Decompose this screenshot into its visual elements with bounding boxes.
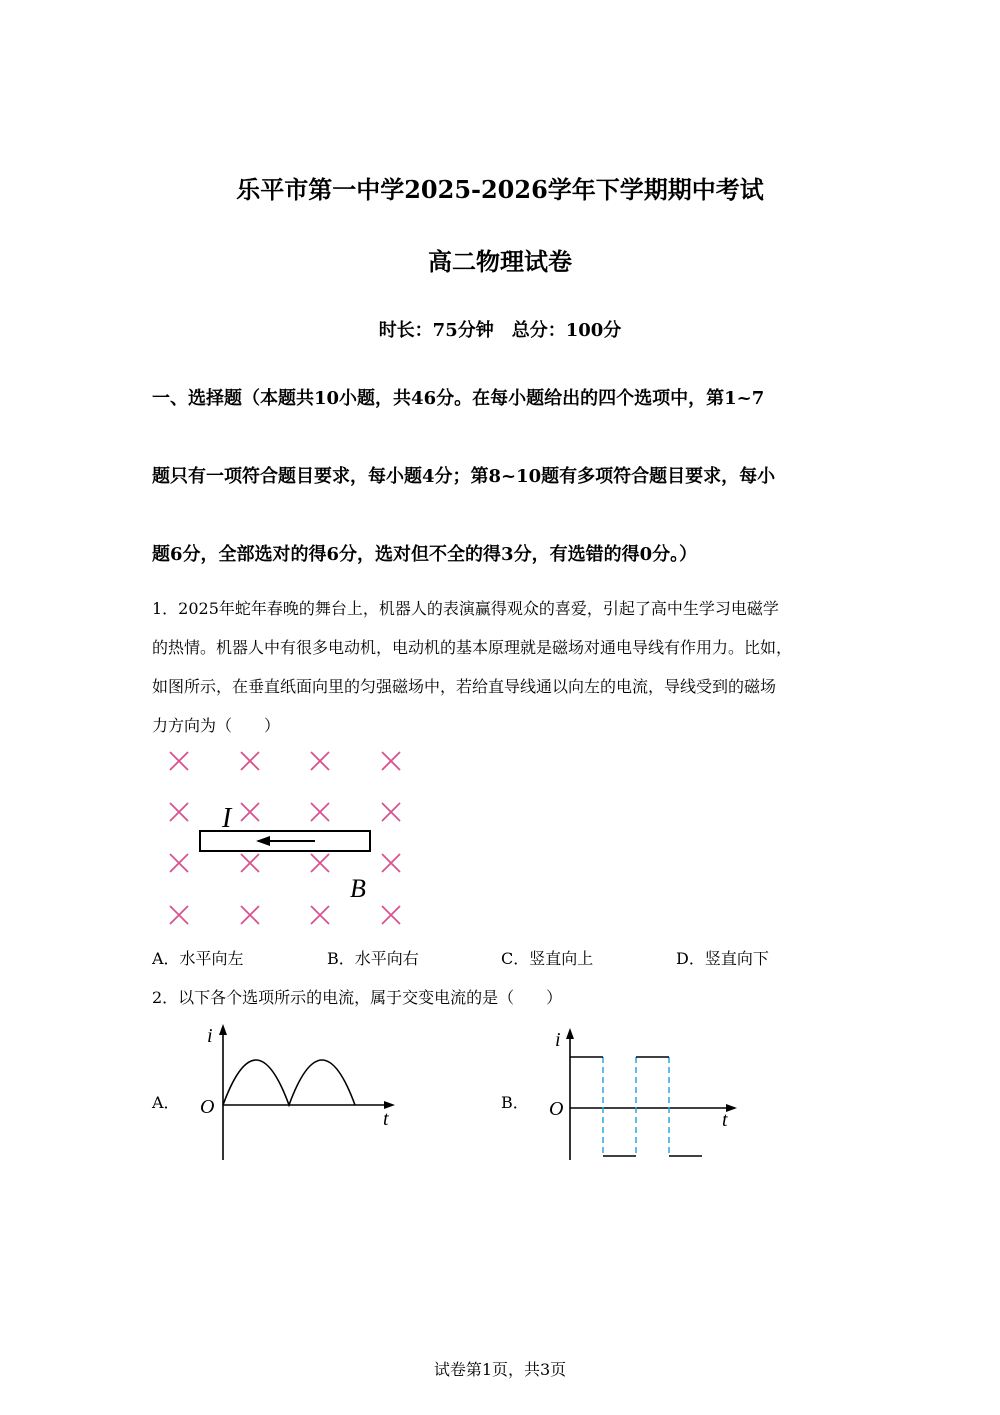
q1-text-line-1: 1．2025年蛇年春晚的舞台上，机器人的表演赢得观众的喜爱，引起了高中生学习电磁学	[152, 599, 779, 618]
q1-option-a: A．水平向左	[152, 949, 244, 968]
q2-option-b-graph	[540, 1020, 750, 1165]
q2-option-a-graph	[190, 1020, 410, 1165]
q1-text-line-2: 的热情。机器人中有很多电动机，电动机的基本原理就是磁场对通电导线有作用力。比如，	[152, 638, 793, 657]
exam-subtitle: 高二物理试卷	[428, 247, 572, 276]
q1-text-line-4: 力方向为（ ）	[152, 716, 281, 735]
exam-info: 时长：75分钟 总分：100分	[378, 320, 622, 341]
q1-magnetic-field-figure	[160, 745, 420, 940]
section-instruction-line-1: 一、选择题（本题共10小题，共46分。在每小题给出的四个选项中，第1~7	[152, 388, 765, 409]
rectified-sine-curve	[223, 1060, 355, 1105]
x-axis-label: t	[722, 1109, 728, 1131]
origin-label: O	[549, 1098, 564, 1120]
square-wave-transition-lines	[603, 1057, 669, 1156]
section-instruction-line-2: 题只有一项符合题目要求，每小题4分；第8~10题有多项符合题目要求，每小	[152, 466, 776, 487]
q1-option-b: B．水平向右	[327, 949, 419, 968]
q1-option-c: C．竖直向上	[501, 949, 594, 968]
exam-title: 乐平市第一中学2025-2026学年下学期期中考试	[236, 175, 764, 204]
q2-stem: 2．以下各个选项所示的电流，属于交变电流的是（ ）	[152, 988, 563, 1007]
current-label: I	[222, 803, 232, 834]
q1-text-line-3: 如图所示，在垂直纸面向里的匀强磁场中，若给直导线通以向左的电流，导线受到的磁场	[152, 677, 777, 696]
field-label: B	[350, 874, 366, 903]
y-axis-label: i	[207, 1025, 213, 1047]
origin-label: O	[200, 1096, 215, 1118]
section-instruction-line-3: 题6分，全部选对的得6分，选对但不全的得3分，有选错的得0分。）	[152, 544, 698, 565]
x-axis-label: t	[383, 1108, 389, 1130]
y-axis-label: i	[555, 1029, 561, 1051]
q1-option-d: D．竖直向下	[676, 949, 769, 968]
page-footer: 试卷第1页，共3页	[433, 1360, 567, 1379]
q2-option-b-label: B．	[501, 1093, 529, 1112]
q2-option-a-label: A．	[152, 1093, 180, 1112]
